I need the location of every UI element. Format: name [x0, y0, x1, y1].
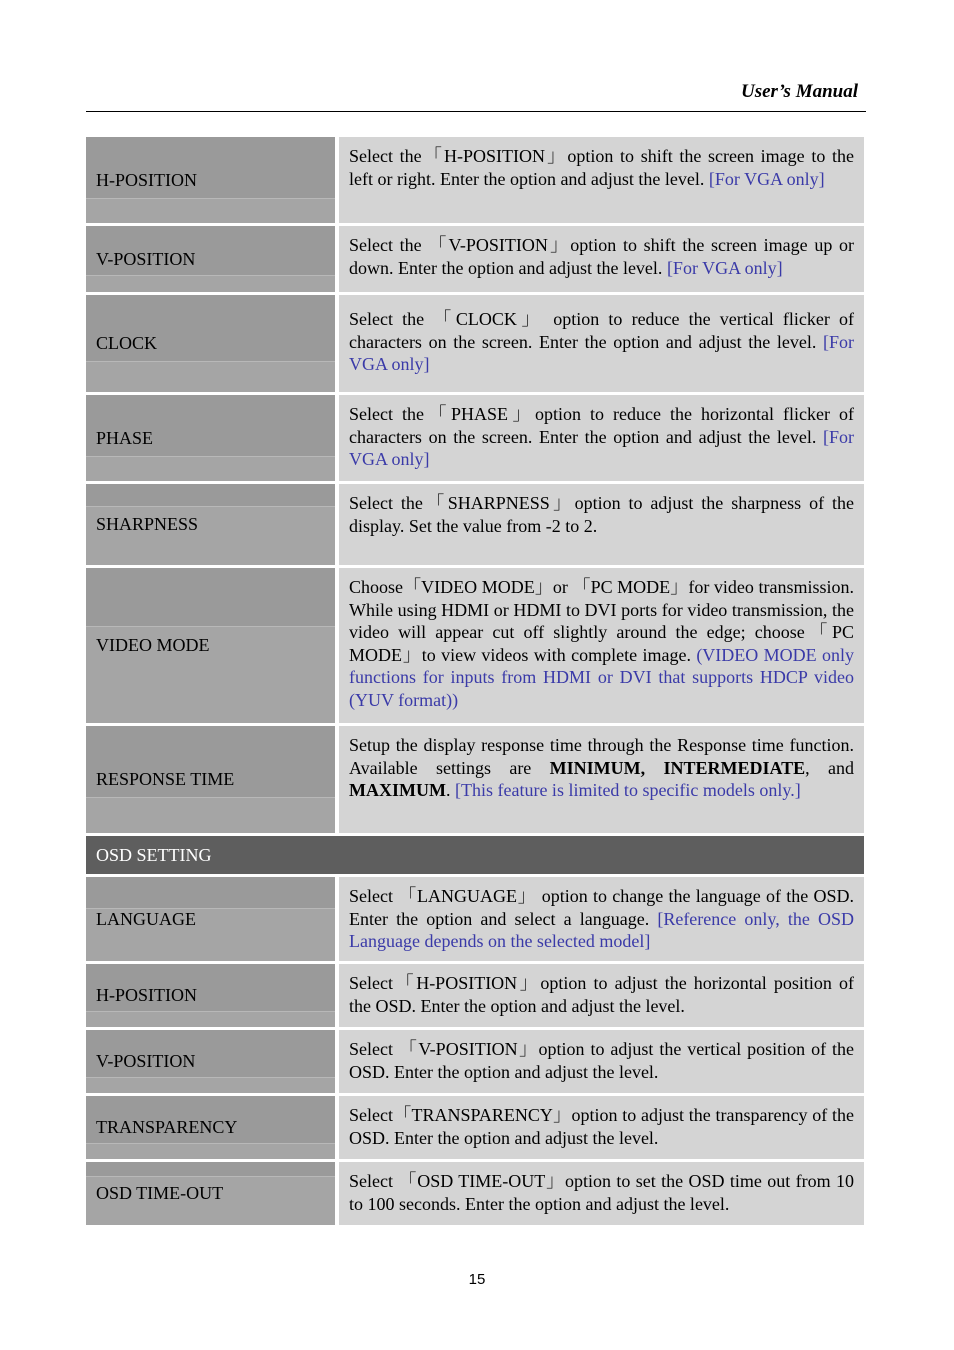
row-label: LANGUAGE [96, 908, 196, 929]
row-label-cell [86, 395, 335, 481]
description-note: [For VGA only] [349, 426, 854, 469]
table-row [86, 484, 864, 565]
page-number: 15 [468, 1271, 486, 1288]
description-text: Select 「LANGUAGE」 option to change the language of the OSD. Enter the option and select a language. [349, 886, 854, 929]
row-label: OSD TIME-OUT [96, 1183, 224, 1203]
table-row [86, 1162, 864, 1225]
setting-minimum-intermediate: MINIMUM, INTERMEDIATE [549, 757, 806, 778]
row-description [339, 395, 864, 481]
description-text: Select the「H-POSITION」option to shift the screen image to the left or right. Enter the option and adjust the level. [349, 146, 854, 189]
description-note: (VIDEO MODE only functions for inputs from HDMI or DVI that supports HDCP video (YUV format)) [349, 644, 855, 710]
description-text: , and [805, 757, 854, 778]
row-label-cell [86, 137, 335, 223]
description-note: [Reference only, the OSD Language depends on the selected model] [349, 908, 854, 951]
header-title: User’s Manual [740, 81, 858, 102]
row-label: H-POSITION [96, 985, 197, 1005]
table-row [86, 226, 864, 292]
table-row [86, 568, 864, 723]
table-row [86, 877, 864, 961]
description-text: Select 「OSD TIME-OUT」option to set the OSD time out from 10 to 100 seconds. Enter the option and adjust the level. [349, 1171, 854, 1214]
row-label: V-POSITION [96, 248, 196, 269]
description-text: Select the 「V-POSITION」option to shift the screen image up or down. Enter the option and adjust the level. [349, 235, 854, 278]
row-description [339, 1030, 864, 1093]
row-description [339, 226, 864, 292]
description-text: Select the「PHASE」option to reduce the horizontal flicker of characters on the screen. Enter the option and adjust the level. [349, 404, 854, 447]
row-label-cell [86, 877, 335, 961]
row-label-cell [86, 295, 335, 392]
row-description [339, 726, 864, 833]
row-description [339, 295, 864, 392]
table-row [86, 137, 864, 223]
description-note: [For VGA only] [666, 257, 783, 278]
row-label-cell [86, 484, 335, 565]
row-label: H-POSITION [96, 169, 197, 190]
row-label-cell [86, 1096, 335, 1159]
row-label: SHARPNESS [96, 514, 199, 534]
row-label-cell [86, 1162, 335, 1225]
row-label-cell [86, 964, 335, 1027]
row-label-cell [86, 726, 335, 833]
description-text: Select the「SHARPNESS」option to adjust the sharpness of the display. Set the value from -2 to 2. [349, 493, 854, 536]
header-rule [86, 111, 866, 112]
table-row [86, 1030, 864, 1093]
row-description [339, 484, 864, 565]
row-label-cell [86, 1030, 335, 1093]
row-description [339, 964, 864, 1027]
description-text: Choose「VIDEO MODE」or 「PC MODE」for video transmission. While using HDMI or HDMI to DVI ports for video transmission, the video will appear cut off slightly around the edge; choose「PC MODE」to view videos with complete image. [349, 577, 854, 665]
description-text: Select「TRANSPARENCY」option to adjust the transparency of the OSD. Enter the option and adjust the level. [349, 1105, 854, 1148]
row-description [339, 137, 864, 223]
row-label: TRANSPARENCY [96, 1117, 238, 1137]
row-label: VIDEO MODE [96, 635, 210, 655]
description-text: Setup the display response time through the Response time function. Available settings are [349, 735, 854, 778]
setting-maximum: MAXIMUM [349, 780, 446, 800]
description-note: [For VGA only] [708, 168, 825, 189]
description-text: Select「H-POSITION」option to adjust the horizontal position of the OSD. Enter the option and adjust the level. [349, 973, 854, 1016]
row-description [339, 1162, 864, 1225]
table-row [86, 295, 864, 392]
description-note: [For VGA only] [349, 331, 854, 374]
description-note: [This feature is limited to specific models only.] [454, 780, 801, 800]
row-description [339, 877, 864, 961]
section-header [86, 836, 864, 874]
row-label: PHASE [96, 427, 154, 448]
row-description [339, 1096, 864, 1159]
description-text: . [445, 780, 455, 800]
table-row [86, 395, 864, 481]
table-row [86, 726, 864, 833]
row-label: RESPONSE TIME [96, 769, 235, 789]
description-text: Select the 「CLOCK」 option to reduce the vertical flicker of characters on the screen. Enter the option and adjust the level. [349, 309, 854, 352]
section-title: OSD SETTING [96, 844, 212, 865]
settings-table [86, 137, 864, 1228]
table-row [86, 1096, 864, 1159]
description-text: Select 「V-POSITION」option to adjust the vertical position of the OSD. Enter the option and adjust the level. [349, 1039, 854, 1082]
row-label-cell [86, 226, 335, 292]
row-label-cell [86, 568, 335, 723]
row-label: V-POSITION [96, 1051, 196, 1071]
row-description [339, 568, 864, 723]
row-label: CLOCK [96, 333, 158, 353]
table-row [86, 964, 864, 1027]
